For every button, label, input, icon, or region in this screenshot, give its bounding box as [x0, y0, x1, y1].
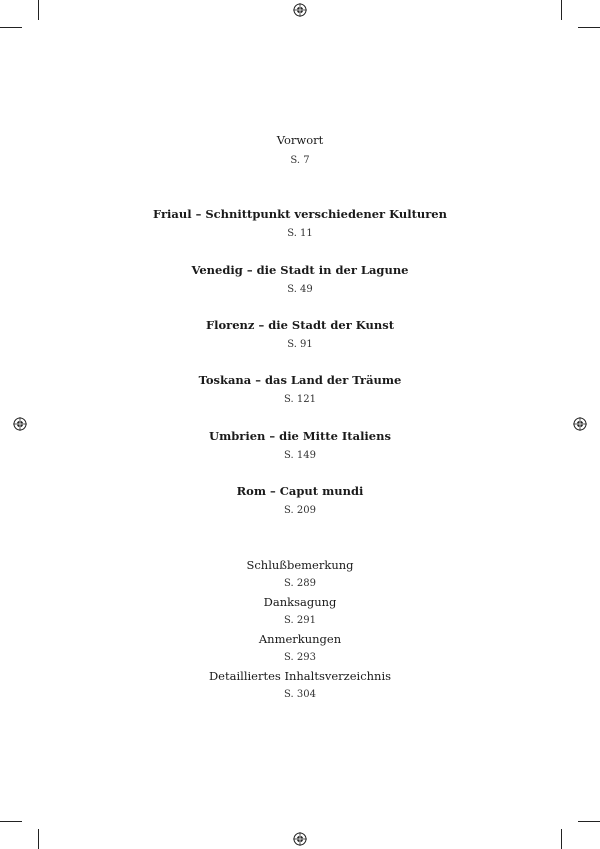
toc-entry-page: S. 289: [284, 578, 316, 589]
toc-chapter-page: S. 121: [284, 394, 316, 405]
toc-entry-title: Schlußbemerkung: [246, 558, 354, 572]
toc-entry-page: S. 291: [284, 615, 316, 626]
toc-chapter-page: S. 11: [287, 228, 313, 239]
toc-chapter-page: S. 209: [284, 505, 316, 516]
crop-mark-bottom-left-horizontal: [0, 821, 22, 822]
crop-mark-top-right-vertical: [561, 0, 562, 20]
toc-chapter-page: S. 49: [287, 284, 313, 295]
crop-mark-bottom-right-horizontal: [578, 821, 600, 822]
toc-chapter-title: Toskana – das Land der Träume: [198, 373, 402, 387]
toc-entry-title: Anmerkungen: [258, 632, 342, 646]
toc-chapter-page: S. 91: [287, 339, 313, 350]
crop-mark-top-right-horizontal: [578, 27, 600, 28]
toc-entry-title: Danksagung: [263, 595, 337, 609]
toc-chapter-title: Friaul – Schnittpunkt verschiedener Kulturen: [153, 207, 447, 221]
toc-chapter-title: Venedig – die Stadt in der Lagune: [191, 263, 409, 277]
toc-chapter-page: S. 149: [284, 450, 316, 461]
toc-entry-page: S. 7: [290, 155, 310, 166]
toc-chapter-title: Umbrien – die Mitte Italiens: [209, 429, 391, 443]
toc-chapter-title: Florenz – die Stadt der Kunst: [205, 318, 395, 332]
toc-entry-page: S. 293: [284, 652, 316, 663]
toc-entry-page: S. 304: [284, 689, 316, 700]
toc-chapter-title: Rom – Caput mundi: [236, 484, 364, 498]
registration-mark-icon: [293, 832, 307, 846]
toc-entry-title: Detailliertes Inhaltsverzeichnis: [208, 669, 392, 683]
crop-mark-top-left-vertical: [38, 0, 39, 20]
registration-mark-icon: [293, 3, 307, 17]
crop-mark-bottom-left-vertical: [38, 829, 39, 849]
crop-mark-bottom-right-vertical: [561, 829, 562, 849]
crop-mark-top-left-horizontal: [0, 27, 22, 28]
toc-entry-title: Vorwort: [276, 133, 324, 147]
